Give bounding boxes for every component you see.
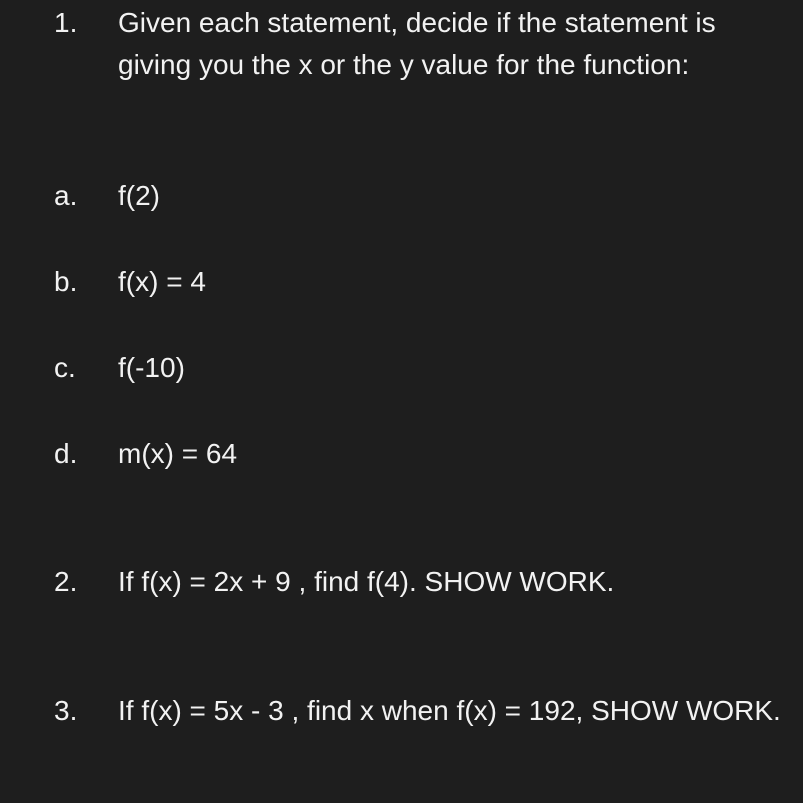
- question-text: If f(x) = 2x + 9 , find f(4). SHOW WORK.: [118, 566, 615, 597]
- item-letter: c.: [54, 352, 76, 383]
- item-text: f(2): [118, 180, 160, 211]
- item-text: m(x) = 64: [118, 438, 238, 469]
- item-text: f(-10): [118, 352, 185, 383]
- item-text: f(x) = 4: [118, 266, 206, 297]
- question-number: 1.: [54, 7, 78, 38]
- question-number: 3.: [54, 695, 78, 726]
- question-text: If f(x) = 5x - 3 , find x when f(x) = 192, SHOW WORK.: [118, 695, 781, 726]
- question-number: 2.: [54, 566, 78, 597]
- question-text: Given each statement, decide if the statement is giving you the x or the y value for the function:: [118, 7, 716, 80]
- item-letter: d.: [54, 438, 78, 469]
- item-letter: b.: [54, 266, 78, 297]
- item-letter: a.: [54, 180, 78, 211]
